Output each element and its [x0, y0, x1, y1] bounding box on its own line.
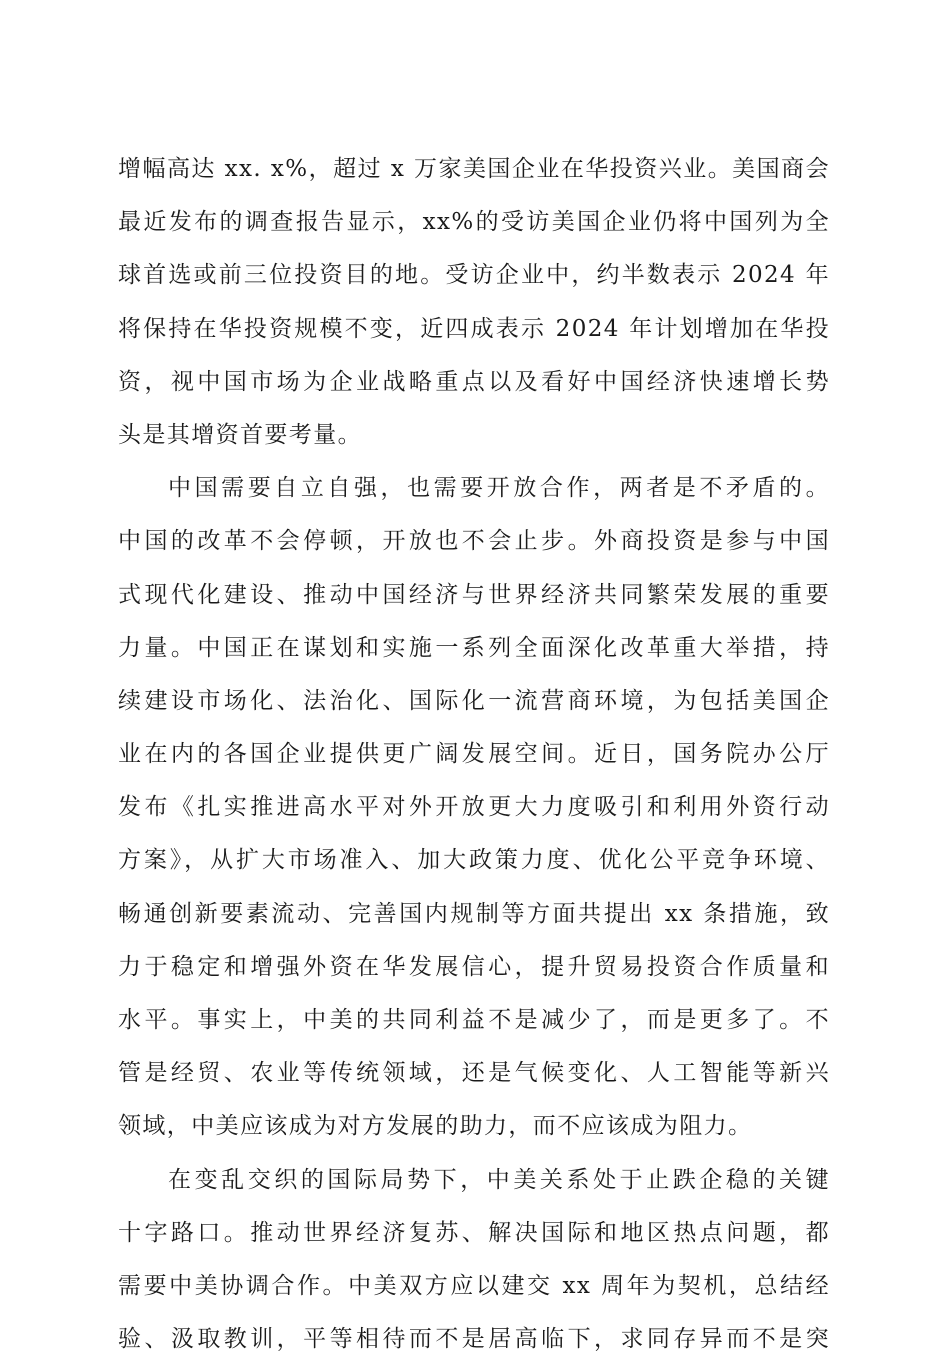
- text-line: 力量。中国正在谋划和实施一系列全面深化改革重大举措，持: [118, 634, 830, 661]
- text-line: 十字路口。推动世界经济复苏、解决国际和地区热点问题，都: [118, 1219, 830, 1246]
- text-line: 球首选或前三位投资目的地。受访企业中，约半数表示 2024 年: [118, 262, 830, 289]
- text-line: 续建设市场化、法治化、国际化一流营商环境，为包括美国企: [118, 687, 830, 714]
- paragraph-1: [118, 143, 830, 462]
- text-line: 水平。事实上，中美的共同利益不是减少了，而是更多了。不: [118, 1007, 830, 1033]
- text-line: 式现代化建设、推动中国经济与世界经济共同繁荣发展的重要: [118, 581, 830, 608]
- text-line: 方案》，从扩大市场准入、加大政策力度、优化公平竞争环境、: [118, 847, 830, 874]
- paragraph-3: [118, 1154, 830, 1366]
- document-body: [118, 143, 830, 1366]
- text-line: 畅通创新要素流动、完善国内规制等方面共提出 xx 条措施，致: [118, 900, 830, 927]
- text-line: 力于稳定和增强外资在华发展信心，提升贸易投资合作质量和: [118, 953, 830, 980]
- text-line: 需要中美协调合作。中美双方应以建交 xx 周年为契机，总结经: [118, 1272, 830, 1299]
- text-line: 将保持在华投资规模不变，近四成表示 2024 年计划增加在华投: [118, 315, 830, 342]
- text-line: 发布《扎实推进高水平对外开放更大力度吸引和利用外资行动: [118, 794, 830, 821]
- text-line: 头是其增资首要考量。: [118, 421, 362, 448]
- text-line: 在变乱交织的国际局势下，中美关系处于止跌企稳的关键: [168, 1166, 830, 1193]
- text-line: 领域，中美应该成为对方发展的助力，而不应该成为阻力。: [118, 1113, 753, 1140]
- text-line: 资，视中国市场为企业战略重点以及看好中国经济快速增长势: [118, 368, 830, 395]
- text-line: 管是经贸、农业等传统领域，还是气候变化、人工智能等新兴: [118, 1060, 830, 1087]
- text-line: 增幅高达 xx. x%，超过 x 万家美国企业在华投资兴业。美国商会: [118, 156, 830, 182]
- text-line: 验、汲取教训，平等相待而不是居高临下，求同存异而不是突: [118, 1326, 830, 1353]
- text-line: 中国的改革不会停顿，开放也不会止步。外商投资是参与中国: [118, 528, 830, 555]
- paragraph-2: [118, 462, 830, 1153]
- text-line: 业在内的各国企业提供更广阔发展空间。近日，国务院办公厅: [118, 741, 830, 768]
- text-line: 最近发布的调查报告显示，xx%的受访美国企业仍将中国列为全: [118, 209, 830, 236]
- text-line: 中国需要自立自强，也需要开放合作，两者是不矛盾的。: [168, 475, 830, 502]
